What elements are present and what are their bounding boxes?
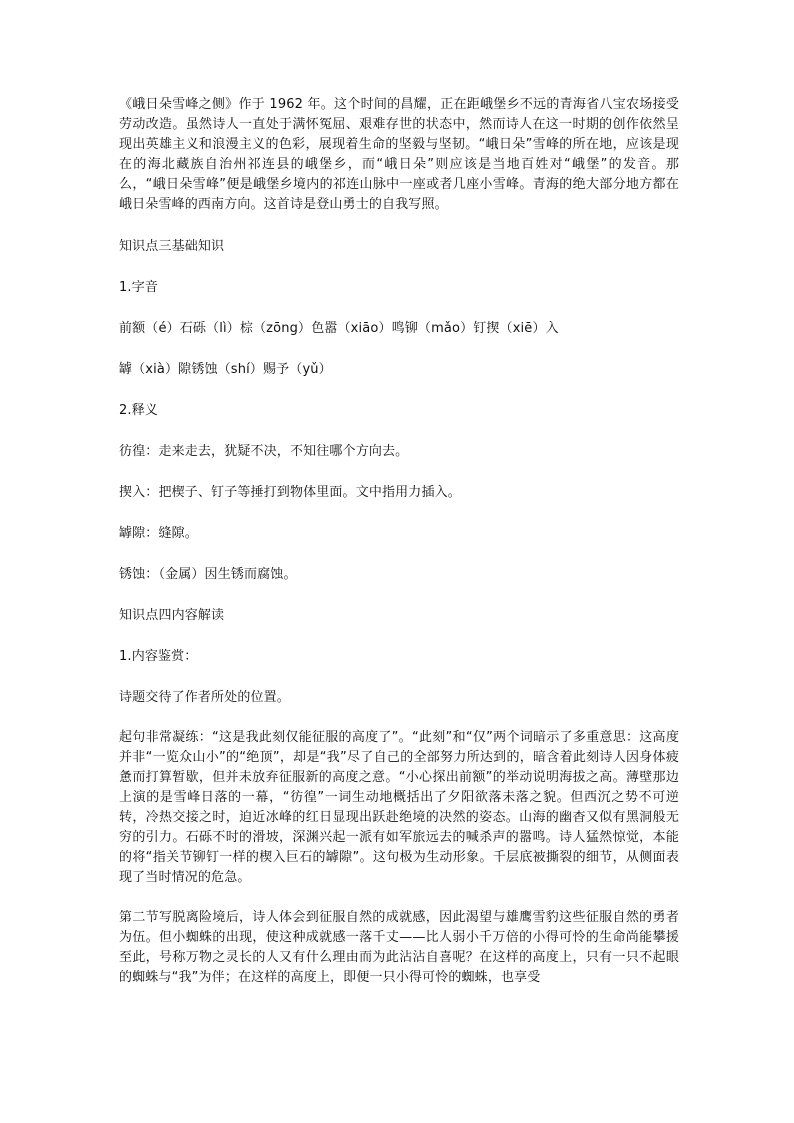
pronunciation-line-1: 前额（é）石砾（lì）棕（zōng）色嚣（xiāo）鸣铆（mǎo）钉揳（xiē）入 (119, 321, 559, 336)
section4-heading: 知识点四内容解读 (119, 608, 225, 623)
title-note: 诗题交待了作者所处的位置。 (119, 690, 290, 705)
definition-xiushi: 锈蚀：（金属）因生锈而腐蚀。 (119, 567, 297, 582)
analysis-paragraph-1: 起句非常凝练：“这是我此刻仅能征服的高度了”。“此刻”和“仅”两个词暗示了多重意思：这高度并非“一览众山小”的“绝顶”，却是“我”尽了自己的全部努力所达到的，暗含着此刻诗人因身体疲惫而打算暂歇，但并未放弃征服新的高度之意。“小心探出前额”的举动说明海拔之高。薄壁那边上演的是雪峰日落的一幕，“彷徨”一词生动地概括出了夕阳欲落未落之貌。但西沉之势不可逆转，冷热交接之时，迫近冰峰的红日显现出跃赴绝境的决然的姿态。山海的幽杳又似有黑洞般无穷的引力。石砾不时的滑坡，深渊兴起一派有如军旅远去的喊杀声的嚣鸣。诗人猛然惊觉，本能的将“指关节铆钉一样的楔入巨石的罅隙”。这句极为生动形象。千层底被撕裂的细节，从侧面表现了当时情况的危急。 (119, 730, 679, 885)
analysis-paragraph-2: 第二节写脱离险境后，诗人体会到征服自然的成就感，因此渴望与雄鹰雪豹这些征服自然的勇者为伍。但小蜘蛛的出现，使这种成就感一落千丈——比人弱小千万倍的小得可怜的生命尚能攀援至此，号称万物之灵长的人又有什么理由而为此沾沾自喜呢？在这样的高度上，只有一只不起眼的蜘蛛与“我”为伴；在这样的高度上，即便一只小得可怜的蜘蛛，也享受 (119, 910, 679, 985)
pronunciation-line-2: 罅（xià）隙锈蚀（shí）赐予（yǔ） (119, 362, 332, 377)
definition-xiaxi: 罅隙：缝隙。 (119, 526, 198, 541)
content-appreciation-heading: 1.内容鉴赏： (119, 649, 198, 664)
document-page (119, 95, 679, 988)
section3-heading: 知识点三基础知识 (119, 239, 225, 254)
definition-paihuai: 彷徨：走来走去，犹疑不决，不知往哪个方向去。 (119, 444, 409, 459)
intro-paragraph: 《峨日朵雪峰之侧》作于 1962 年。这个时间的昌耀，正在距峨堡乡不远的青海省八宝农场接受劳动改造。虽然诗人一直处于满怀冤屈、艰难存世的状态中，然而诗人在这一时期的创作依然呈现出英雄主义和浪漫主义的色彩，展现着生命的坚毅与坚韧。“峨日朵”雪峰的所在地，应该是现在的海北藏族自治州祁连县的峨堡乡，而“峨日朵”则应该是当地百姓对“峨堡”的发音。那么，“峨日朵雪峰”便是峨堡乡境内的祁连山脉中一座或者几座小雪峰。青海的绝大部分地方都在峨日朵雪峰的西南方向。这首诗是登山勇士的自我写照。 (119, 97, 679, 212)
pronunciation-heading: 1.字音 (119, 280, 159, 295)
definition-xieru: 揳入：把楔子、钉子等捶打到物体里面。文中指用力插入。 (119, 485, 461, 500)
definitions-heading: 2.释义 (119, 403, 159, 418)
